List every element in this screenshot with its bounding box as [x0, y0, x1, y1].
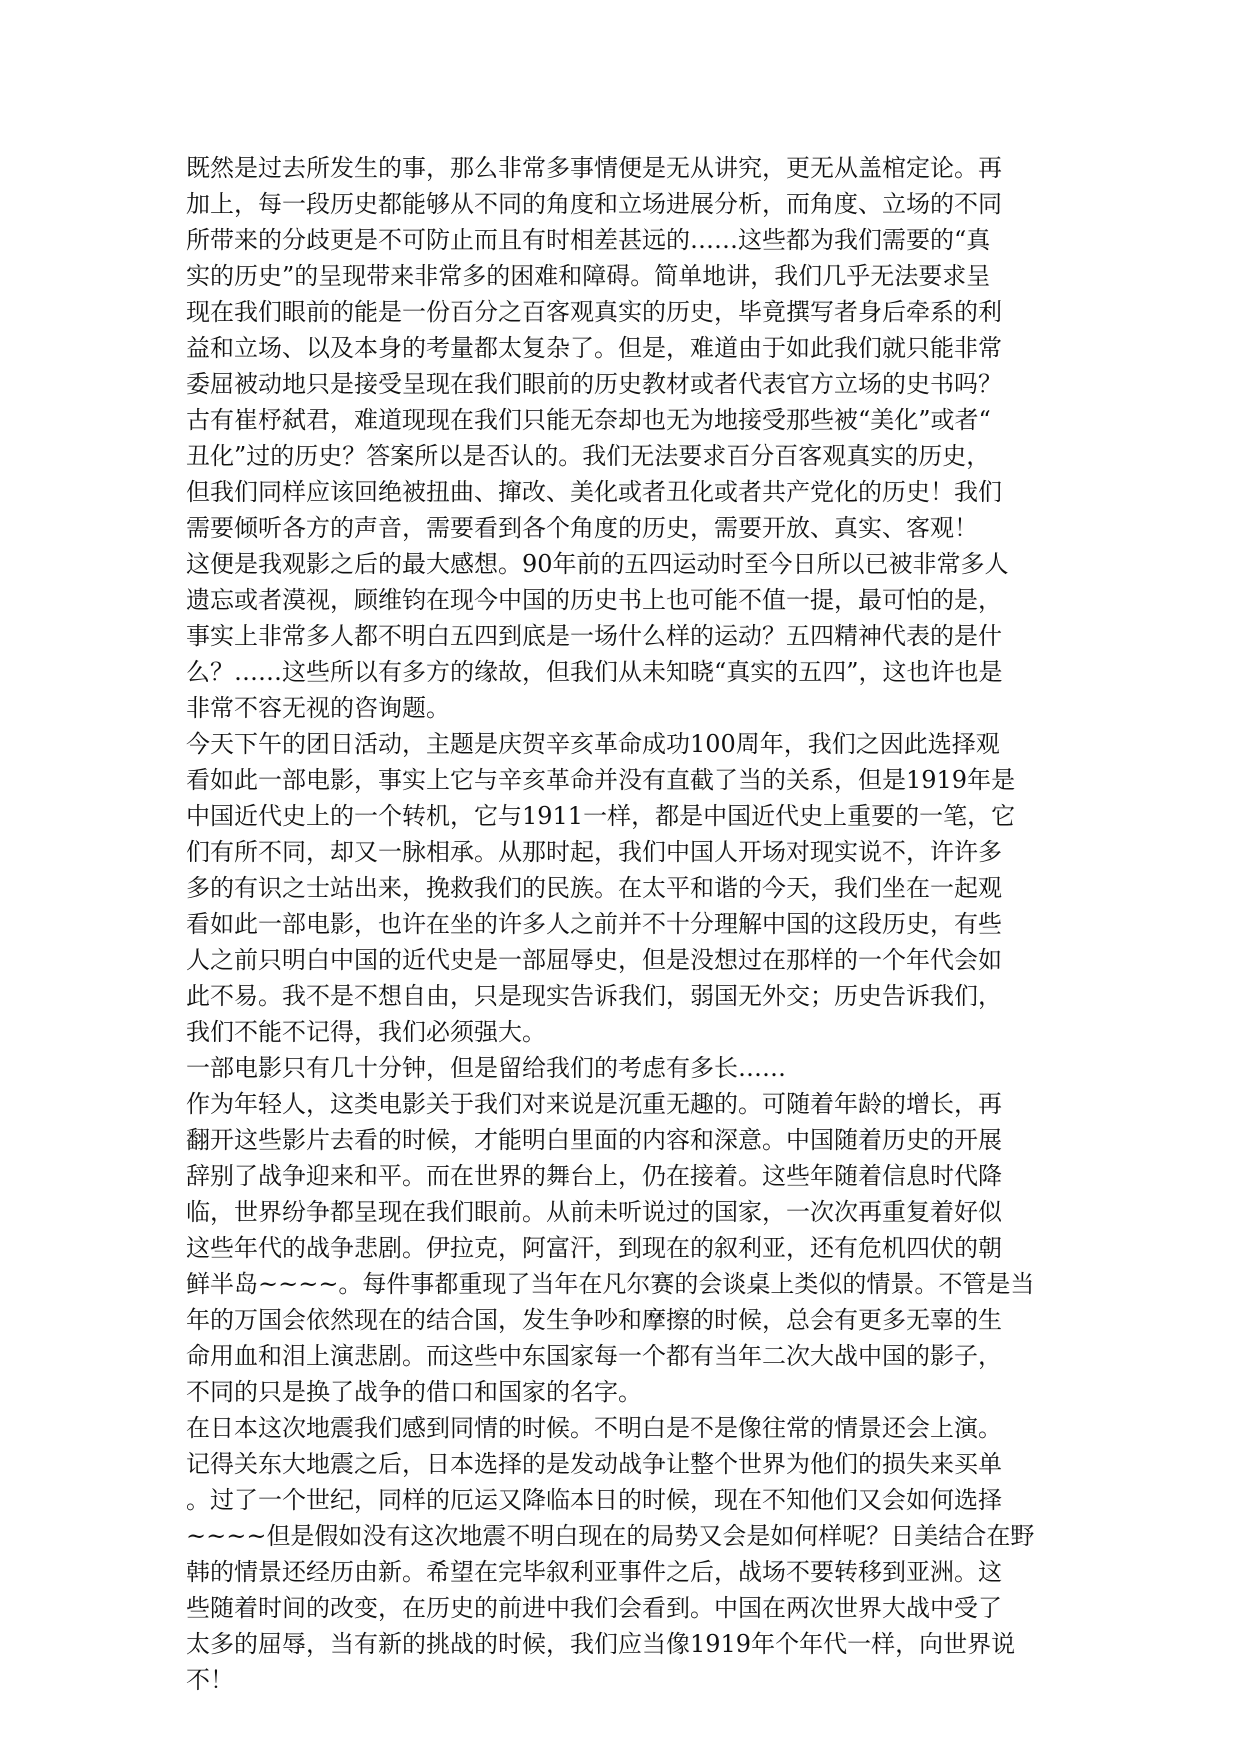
text-line: 命用血和泪上演悲剧。而这些中东国家每一个都有当年二次大战中国的影子，: [186, 1342, 1002, 1370]
text-line: 翻开这些影片去看的时候，才能明白里面的内容和深意。中国随着历史的开展: [186, 1126, 1002, 1154]
document-body: [186, 150, 1056, 1698]
text-line: 不同的只是换了战争的借口和国家的名字。: [186, 1378, 642, 1406]
text-line: 但我们同样应该回绝被扭曲、撺改、美化或者丑化或者共产党化的历史！我们: [186, 478, 1002, 506]
text-line: 加上，每一段历史都能够从不同的角度和立场进展分析，而角度、立场的不同: [186, 190, 1002, 218]
text-line: 太多的屈辱，当有新的挑战的时候，我们应当像1919年个年代一样，向世界说: [186, 1630, 1016, 1658]
text-line: 此不易。我不是不想自由，只是现实告诉我们，弱国无外交；历史告诉我们，: [186, 982, 1002, 1010]
text-line: 辞别了战争迎来和平。而在世界的舞台上，仍在接着。这些年随着信息时代降: [186, 1162, 1002, 1190]
text-line: 一部电影只有几十分钟，但是留给我们的考虑有多长……: [186, 1054, 786, 1082]
text-line: ~~~~但是假如没有这次地震不明白现在的局势又会是如何样呢？日美结合在野: [186, 1522, 1035, 1550]
text-line: 看如此一部电影，事实上它与辛亥革命并没有直截了当的关系，但是1919年是: [186, 766, 1016, 794]
text-line: 益和立场、以及本身的考量都太复杂了。但是，难道由于如此我们就只能非常: [186, 334, 1002, 362]
text-line: 中国近代史上的一个转机，它与1911一样，都是中国近代史上重要的一笔，它: [186, 802, 1016, 830]
text-line: 委屈被动地只是接受呈现在我们眼前的历史教材或者代表官方立场的史书吗？: [186, 370, 1002, 398]
text-line: 事实上非常多人都不明白五四到底是一场什么样的运动？五四精神代表的是什: [186, 622, 1002, 650]
text-line: 实的历史”的呈现带来非常多的困难和障碍。简单地讲，我们几乎无法要求呈: [186, 262, 991, 290]
text-line: 这些年代的战争悲剧。伊拉克，阿富汗，到现在的叙利亚，还有危机四伏的朝: [186, 1234, 1002, 1262]
text-line: 我们不能不记得，我们必须强大。: [186, 1018, 546, 1046]
text-line: 人之前只明白中国的近代史是一部屈辱史，但是没想过在那样的一个年代会如: [186, 946, 1002, 974]
text-line: 年的万国会依然现在的结合国，发生争吵和摩擦的时候，总会有更多无辜的生: [186, 1306, 1002, 1334]
text-line: 看如此一部电影，也许在坐的许多人之前并不十分理解中国的这段历史，有些: [186, 910, 1002, 938]
text-line: 么？……这些所以有多方的缘故，但我们从未知晓“真实的五四”，这也许也是: [186, 658, 1003, 686]
text-line: 作为年轻人，这类电影关于我们对来说是沉重无趣的。可随着年龄的增长，再: [186, 1090, 1002, 1118]
text-line: 临，世界纷争都呈现在我们眼前。从前未听说过的国家，一次次再重复着好似: [186, 1198, 1002, 1226]
text-line: 这便是我观影之后的最大感想。90年前的五四运动时至今日所以已被非常多人: [186, 550, 1009, 578]
text-line: 古有崔杼弑君，难道现现在我们只能无奈却也无为地接受那些被“美化”或者“: [186, 406, 991, 434]
text-line: 既然是过去所发生的事，那么非常多事情便是无从讲究，更无从盖棺定论。再: [186, 154, 1002, 182]
text-line: 记得关东大地震之后，日本选择的是发动战争让整个世界为他们的损失来买单: [186, 1450, 1002, 1478]
text-line: 。过了一个世纪，同样的厄运又降临本日的时候，现在不知他们又会如何选择: [186, 1486, 1002, 1514]
text-line: 们有所不同，却又一脉相承。从那时起，我们中国人开场对现实说不，许许多: [186, 838, 1002, 866]
text-line: 需要倾听各方的声音，需要看到各个角度的历史，需要开放、真实、客观！: [186, 514, 978, 542]
text-line: 鲜半岛~~~~。每件事都重现了当年在凡尔赛的会谈桌上类似的情景。不管是当: [186, 1270, 1035, 1298]
text-line: 遗忘或者漠视，顾维钧在现今中国的历史书上也可能不值一提，最可怕的是，: [186, 586, 1002, 614]
text-line: 韩的情景还经历由新。希望在完毕叙利亚事件之后，战场不要转移到亚洲。这: [186, 1558, 1002, 1586]
text-line: 多的有识之士站出来，挽救我们的民族。在太平和谐的今天，我们坐在一起观: [186, 874, 1002, 902]
text-line: 所带来的分歧更是不可防止而且有时相差甚远的……这些都为我们需要的“真: [186, 226, 991, 254]
text-line: 不！: [186, 1666, 234, 1694]
text-line: 现在我们眼前的能是一份百分之百客观真实的历史，毕竟撰写者身后牵系的利: [186, 298, 1002, 326]
text-line: 非常不容无视的咨询题。: [186, 694, 450, 722]
text-line: 些随着时间的改变，在历史的前进中我们会看到。中国在两次世界大战中受了: [186, 1594, 1002, 1622]
text-line: 在日本这次地震我们感到同情的时候。不明白是不是像往常的情景还会上演。: [186, 1414, 1002, 1442]
text-line: 丑化”过的历史？答案所以是否认的。我们无法要求百分百客观真实的历史，: [186, 442, 991, 470]
text-line: 今天下午的团日活动，主题是庆贺辛亥革命成功100周年，我们之因此选择观: [186, 730, 1000, 758]
